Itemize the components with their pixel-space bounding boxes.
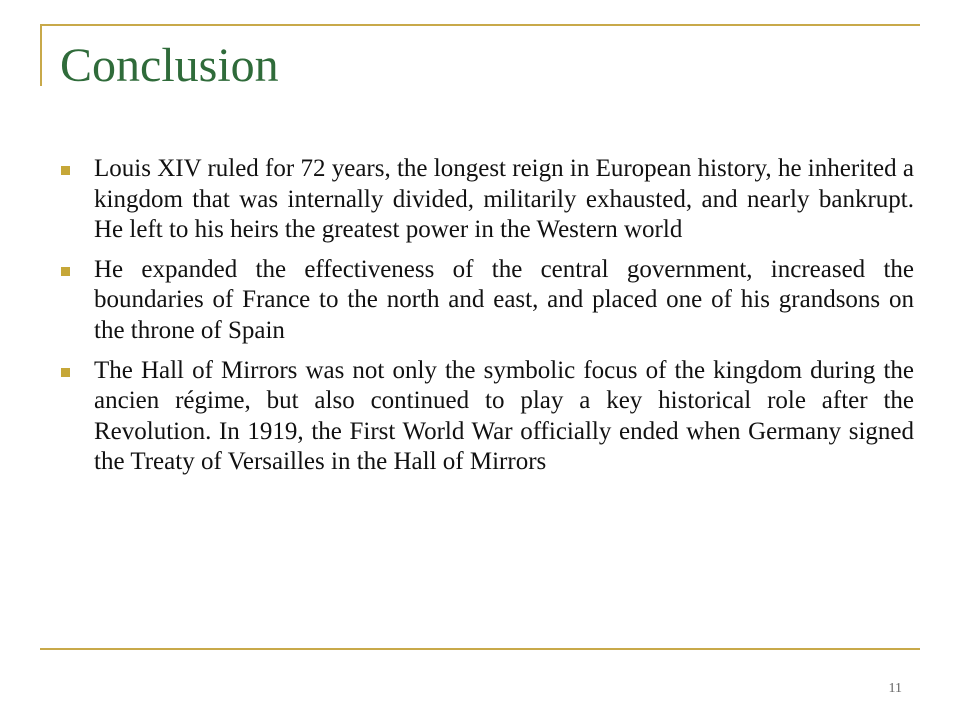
- bullet-list: [60, 154, 914, 487]
- square-bullet-icon: [61, 267, 70, 276]
- page-number: 11: [888, 681, 902, 696]
- bullet-text: The Hall of Mirrors was not only the symbolic focus of the kingdom during the ancien régime, but also continued to play a key historical role after the Revolution. In 1919, the First World War officially ended when Germany signed the Treaty of Versailles in the Hall of Mirrors: [94, 356, 914, 476]
- square-bullet-icon: [61, 166, 70, 175]
- bullet-text: Louis XIV ruled for 72 years, the longest reign in European history, he inherited a kingdom that was internally divided, militarily exhausted, and nearly bankrupt. He left to his heirs the greatest power in the Western world: [94, 155, 914, 244]
- square-bullet-icon: [61, 368, 70, 377]
- top-rule: [40, 24, 920, 26]
- left-rule: [40, 24, 42, 86]
- bullet-item: [60, 356, 914, 478]
- bottom-rule: [40, 648, 920, 650]
- bullet-item: [60, 255, 914, 347]
- slide-title: Conclusion: [60, 39, 279, 92]
- bullet-text: He expanded the effectiveness of the central government, increased the boundaries of France to the north and east, and placed one of his grandsons on the throne of Spain: [94, 255, 914, 344]
- bullet-item: [60, 154, 914, 246]
